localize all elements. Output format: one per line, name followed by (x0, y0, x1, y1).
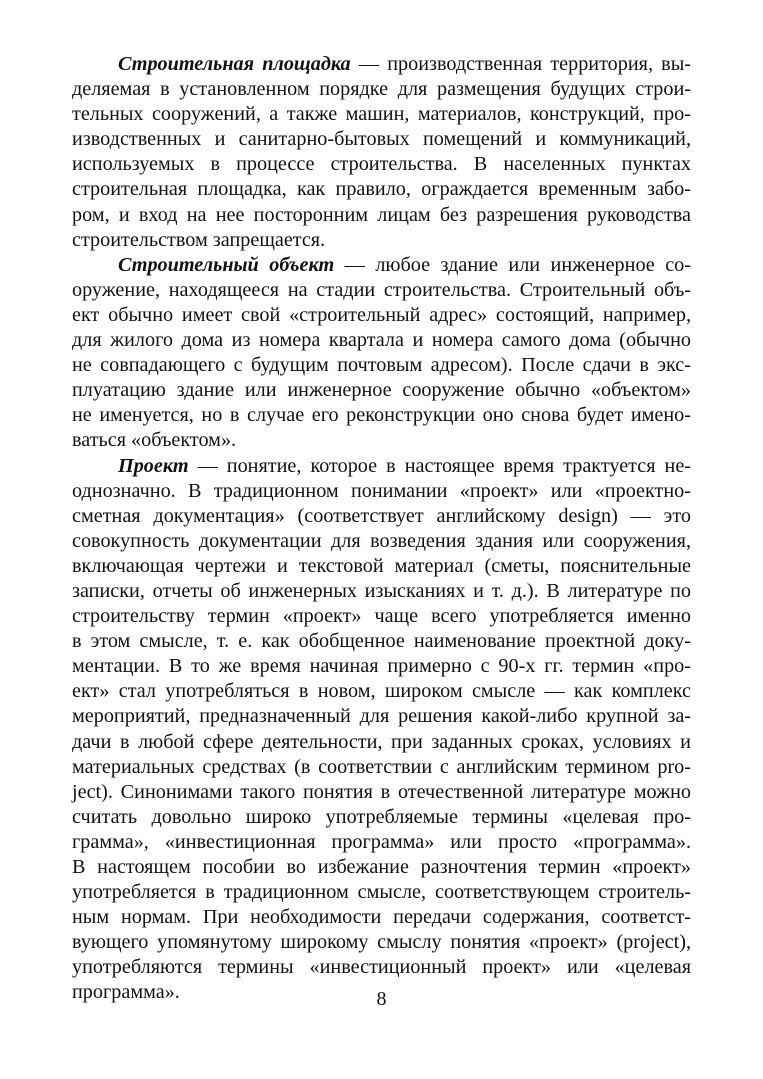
text-line: употребляются термины «инвестиционный проект» или «целевая (72, 956, 691, 979)
text-line: мероприятий, предназначенный для решения какой-либо крупной за- (72, 705, 691, 728)
term-project: Проект (118, 454, 189, 477)
text-line: включающая чертежи и текстовой материал (сметы, пояснительные (72, 554, 691, 577)
text-line: Строительная площадка — производственная территория, вы- (118, 53, 691, 75)
text-line: дачи в любой сфере деятельности, при заданных сроках, условиях и (72, 730, 691, 753)
text-line: записки, отчеты об инженерных изысканиях и т. д.). В литературе по (72, 579, 691, 602)
text-line: вующего упомянутому широкому смыслу понятия «проект» (project), (72, 931, 691, 954)
text-line: тельных сооружений, а также машин, материалов, конструкций, про- (72, 103, 691, 126)
text-line: ментации. В то же время начиная примерно с 90-х гг. термин «про- (72, 655, 691, 678)
text-line: плуатацию здание или инженерное сооружение обычно «объектом» (72, 379, 691, 402)
text-line: считать довольно широко употребляемые термины «целевая про- (72, 805, 691, 828)
text-line: деляемая в установленном порядке для размещения будущих строи- (72, 78, 691, 101)
page-number: 8 (376, 988, 387, 1010)
text-line: Проект — понятие, которое в настоящее время трактуется не- (118, 454, 691, 477)
text-line: употребляется в традиционном смысле, соответствующем строитель- (72, 881, 691, 904)
text-line: программа». (72, 981, 180, 1004)
text-line: не именуется, но в случае его реконструкции оно снова будет имено- (72, 404, 691, 427)
text-line: совокупность документации для возведения здания или сооружения, (72, 529, 691, 552)
text-line: грамма», «инвестиционная программа» или просто «программа». (72, 830, 691, 853)
text-line: строительная площадка, как правило, ограждается временным забо- (72, 178, 691, 201)
text-line: ject). Синонимами такого понятия в отечественной литературе можно (72, 780, 691, 803)
paragraph-construction-site (72, 52, 691, 253)
page-body (72, 52, 691, 1006)
term-construction-site: Строительная площадка (118, 53, 351, 75)
text-line: строительством запрещается. (72, 228, 326, 251)
text-line: сметная документация» (соответствует английскому design) — это (72, 504, 691, 527)
text-line: однозначно. В традиционном понимании «проект» или «проектно- (72, 479, 691, 502)
text-line: не совпадающего с будущим почтовым адресом). После сдачи в экс- (72, 354, 691, 377)
text-line: ект» стал употребляться в новом, широком смысле — как комплекс (72, 680, 691, 703)
text-line: оружение, находящееся на стадии строительства. Строительный объ- (72, 278, 691, 301)
text-line: ным нормам. При необходимости передачи содержания, соответст- (72, 906, 691, 929)
text-line: материальных средствах (в соответствии с английским термином pro- (72, 755, 691, 778)
text-line: Строительный объект — любое здание или инженерное со- (118, 253, 691, 276)
text-line: ект обычно имеет свой «строительный адрес» состоящий, например, (72, 303, 691, 326)
text-line: для жилого дома из номера квартала и номера самого дома (обычно (72, 329, 691, 352)
text-line: в этом смысле, т. е. как обобщенное наименование проектной доку- (72, 630, 691, 653)
text-line: ром, и вход на нее посторонним лицам без разрешения руководства (72, 203, 691, 226)
text-line: изводственных и санитарно-бытовых помещений и коммуникаций, (72, 128, 691, 151)
paragraph-construction-object (72, 253, 691, 454)
text-line: используемых в процессе строительства. В населенных пунктах (72, 153, 691, 176)
paragraph-project (72, 454, 691, 1006)
term-construction-object: Строительный объект (118, 253, 335, 276)
text-line: строительству термин «проект» чаще всего употребляется именно (72, 605, 691, 628)
text-line: ваться «объектом». (72, 429, 237, 452)
text-line: В настоящем пособии во избежание разночтения термин «проект» (72, 856, 691, 878)
